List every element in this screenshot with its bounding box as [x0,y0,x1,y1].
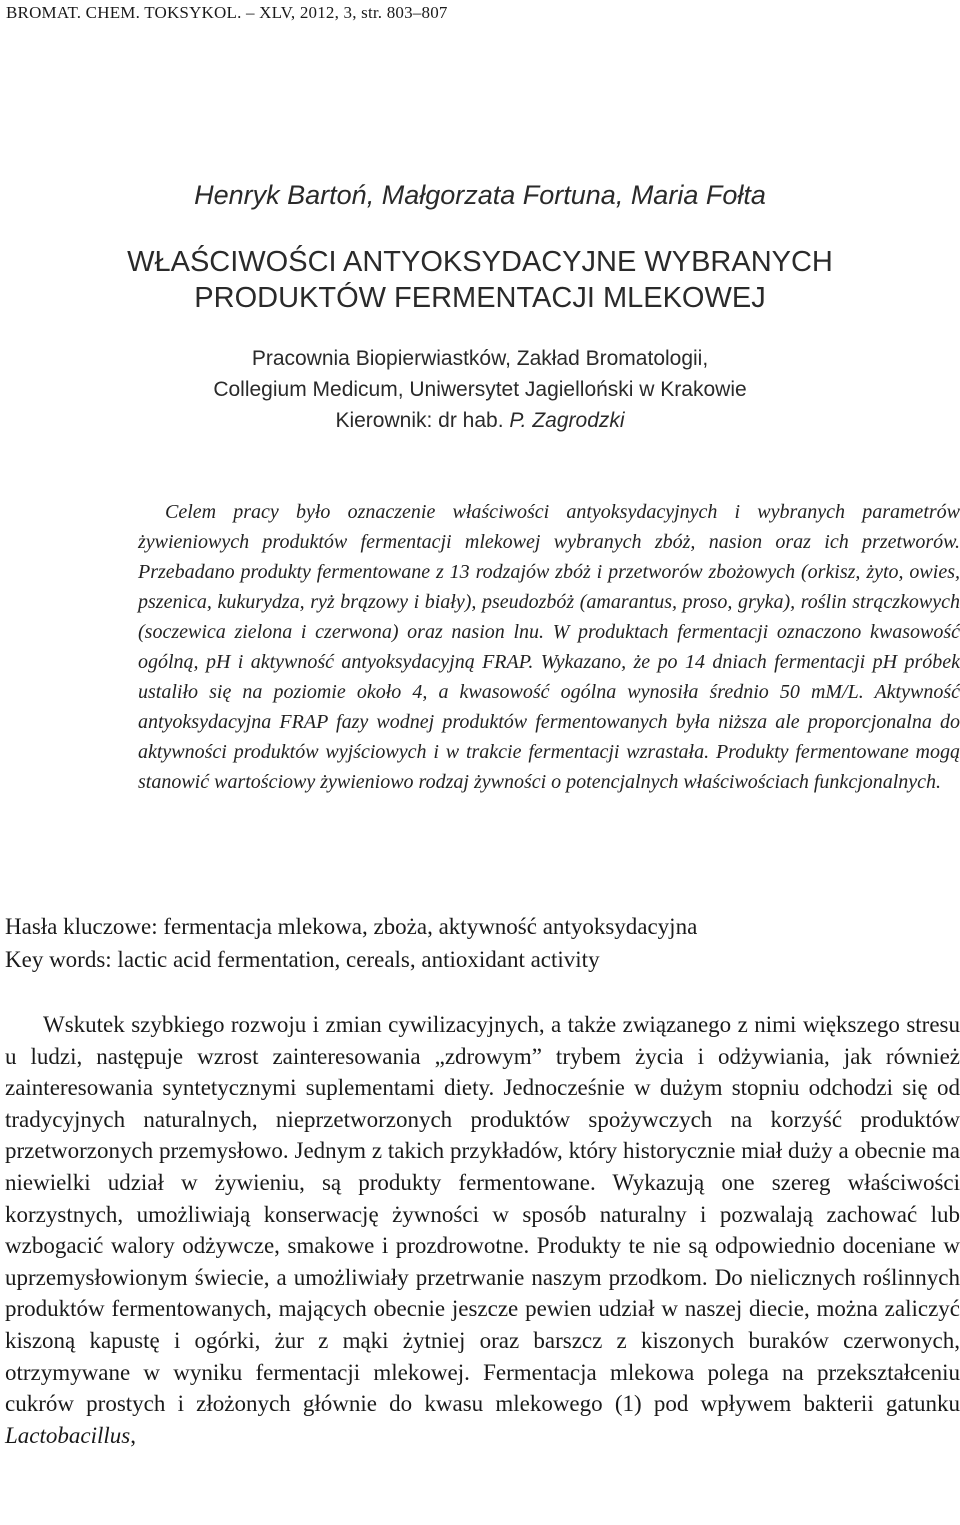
department-head-label: Kierownik: dr hab. [335,409,510,432]
abstract-text: Celem pracy było oznaczenie właściwości antyoksydacyjnych i wybranych parametrów żywieniowych produktów fermentacji mlekowej wybranych zbóż, nasion oraz ich przetworów. Przebadano produkty fermentowane z 13 rodzajów zbóż i przetworów zbożowych (orkisz, żyto, owies, pszenica, kukurydza, ryż brązowy i biały), pseudozbóż (amarantus, proso, gryka), roślin strączkowych (soczewica zielona i czerwona) oraz nasion lnu. W produktach fermentacji oznaczono kwasowość ogólną, pH i aktywność antyoksydacyjną FRAP. Wykazano, że po 14 dniach fermentacji pH próbek ustaliło się na poziomie około 4, a kwasowość ogólna wynosiła średnio 50 mM/L. Aktywność antyoksydacyjna FRAP fazy wodnej produktów fermentowanych była niższa ale proporcjonalna do aktywności produktów wyjściowych i w trakcie fermentacji wzrastała. Produkty fermentowane mogą stanowić wartościowy żywieniowo rodzaj żywności o potencjalnych właściwościach funkcjonalnych. [138,501,960,793]
body-paragraph [5,1009,960,1451]
bacteria-genus: Lactobacillus [5,1422,131,1448]
journal-citation: BROMAT. CHEM. TOKSYKOL. – XLV, 2012, 3, str. 803–807 [6,3,448,22]
body-paragraph-tail: , [130,1422,136,1448]
affiliation-line-1: Pracownia Biopierwiastków, Zakład Bromatologii, [251,347,709,370]
keywords-english: Key words: lactic acid fermentation, cereals, antioxidant activity [5,947,600,972]
keywords-polish: Hasła kluczowe: fermentacja mlekowa, zboża, aktywność antyoksydacyjna [5,914,698,939]
article-title [0,244,960,316]
title-line-2: PRODUKTÓW FERMENTACJI MLEKOWEJ [194,282,766,314]
keywords [5,910,960,976]
abstract [138,497,960,797]
department-head [0,405,960,436]
title-line-1: WŁAŚCIWOŚCI ANTYOKSYDACYJNE WYBRANYCH [127,246,833,278]
department-head-name: P. Zagrodzki [509,409,625,432]
authors: Henryk Bartoń, Małgorzata Fortuna, Maria Fołta [194,180,766,210]
body-paragraph-text: Wskutek szybkiego rozwoju i zmian cywilizacyjnych, a także związanego z nimi większego stresu u ludzi, następuje wzrost zainteresowania „zdrowym” trybem życia i odżywiania, jak również zainteresowania syntetycznymi suplementami diety. Jednocześnie w dużym stopniu odchodzi się od tradycyjnych naturalnych, nieprzetworzonych produktów spożywczych na korzyść produktów przetworzonych przemysłowo. Jednym z takich przykładów, który historycznie miał duży a obecnie ma niewielki udział w żywieniu, są produkty fermentowane. Wykazują one szereg właściwości korzystnych, umożliwiają konserwację żywności w sposób naturalny i pozwalają zachować lub wzbogacić walory odżywcze, smakowe i prozdrowotne. Produkty te nie są odpowiednio doceniane w uprzemysłowionym świecie, a umożliwiały przetrwanie naszym przodkom. Do nielicznych roślinnych produktów fermentowanych, mających obecnie jeszcze pewien udział w naszej diecie, można zaliczyć kiszoną kapustę i ogórki, żur z mąki żytniej oraz barszcz z kiszonych buraków czerwonych, otrzymywane w wyniku fermentacji mlekowej. Fermentacja mlekowa polega na przekształceniu cukrów prostych i złożonych głównie do kwasu mlekowego (1) pod wpływem bakterii gatunku [5,1012,960,1417]
body-text [5,1009,960,1451]
affiliation [0,343,960,436]
affiliation-line-2: Collegium Medicum, Uniwersytet Jagielloński w Krakowie [213,378,747,401]
